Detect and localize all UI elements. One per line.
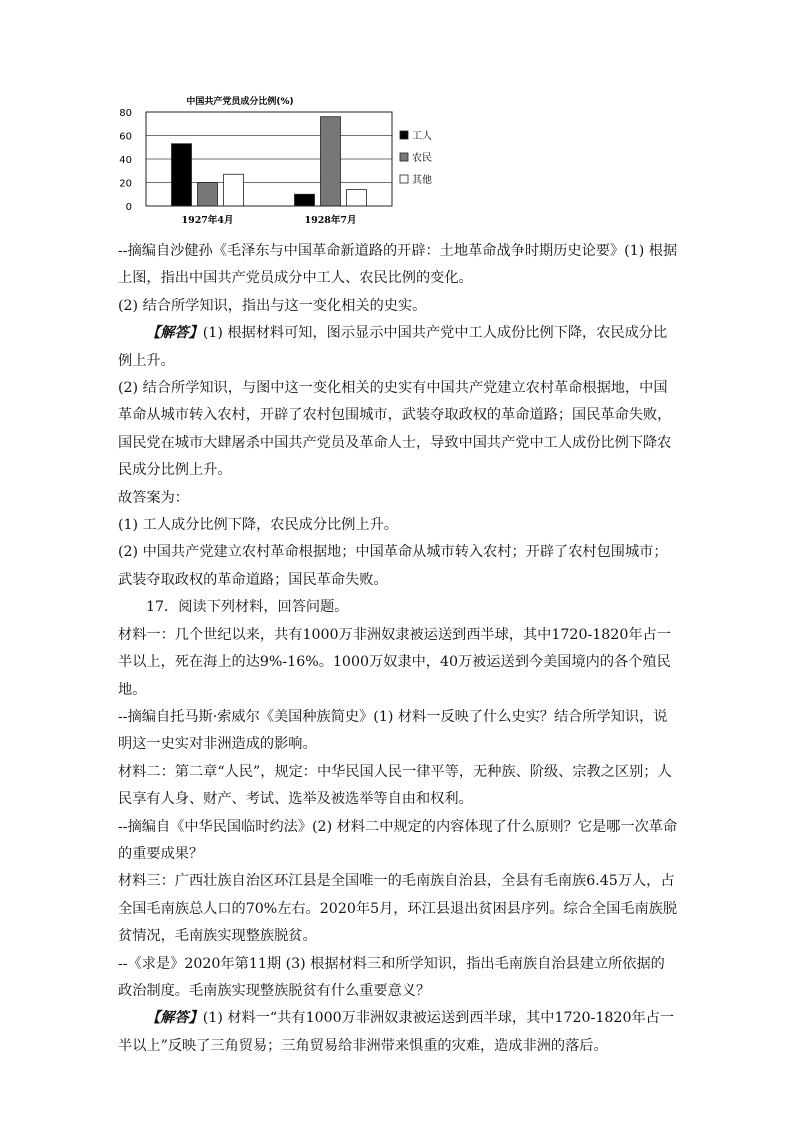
answer-tag: 【解答】: [146, 325, 203, 342]
document-body: [118, 238, 678, 1060]
bar-0-0: [172, 144, 192, 206]
y-tick-label-0: 0: [125, 202, 132, 213]
y-tick-label-4: 80: [119, 108, 132, 119]
legend-swatch-0: [400, 131, 408, 139]
legend-swatch-2: [400, 175, 408, 183]
question-2: (2) 结合所学知识，指出与这一变化相关的史实。: [118, 297, 427, 314]
x-tick-label-1: 1928年7月: [304, 215, 357, 226]
bar-1-1: [321, 117, 341, 206]
x-tick-label-0: 1927年4月: [181, 215, 234, 226]
material-2-source: --摘编自《中华民国临时约法》(2) 材料二中规定的内容体现了什么原则？它是哪一次革命的重要成果？: [118, 818, 678, 862]
answer-paragraph-3: [118, 1005, 678, 1060]
bar-2-0: [224, 174, 244, 206]
bar-1-0: [198, 183, 218, 207]
answer-paragraph-1: [118, 320, 678, 375]
answer-item-1: (1) 工人成分比例下降，农民成分比例上升。: [118, 517, 398, 534]
material-2: 材料二：第二章“人民”，规定：中华民国人民一律平等，无种族、阶级、宗教之区别；人民享有人身、财产、考试、选举及被选举等自由和权利。: [118, 763, 672, 808]
bar-2-1: [347, 190, 367, 206]
y-tick-label-2: 40: [119, 155, 132, 166]
answer-tag-2: 【解答】: [146, 1010, 203, 1027]
legend-label-1: 农民: [412, 153, 432, 164]
chart-title: 中国共产党员成分比例(%): [186, 97, 294, 107]
legend-label-2: 其他: [412, 175, 432, 186]
party-composition-chart: [110, 92, 450, 232]
question-17-heading: 17．阅读下列材料，回答问题。: [146, 599, 349, 616]
material-3: 材料三：广西壮族自治区环江县是全国唯一的毛南族自治县，全县有毛南族6.45万人，占全国毛南族总人口的70%左右。2020年5月，环江县退出贫困县序列。综合全国毛南族脱贫情况，毛南族实现整族脱贫。: [118, 873, 678, 945]
material-1: 材料一：几个世纪以来，共有1000万非洲奴隶被运送到西半球，其中1720-1820年占一半以上，死在海上的达9%-16%。1000万奴隶中，40万被运送到今美国境内的各个殖民地。: [118, 626, 671, 698]
chart-legend: [400, 129, 432, 186]
answer-text-1: (1) 根据材料可知，图示显示中国共产党中工人成份比例下降，农民成分比例上升。: [118, 325, 668, 369]
y-tick-label-1: 20: [119, 178, 132, 190]
chart-svg: [110, 92, 450, 232]
material-1-source: --摘编自托马斯·索威尔《美国种族简史》(1) 材料一反映了什么史实？结合所学知识，说明这一史实对非洲造成的影响。: [118, 708, 668, 753]
chart-bars: [172, 117, 367, 206]
chart-axes: [119, 108, 392, 226]
bar-0-1: [295, 194, 315, 206]
material-3-source: --《求是》2020年第11期 (3) 根据材料三和所学知识，指出毛南族自治县建立所依据的政治制度。毛南族实现整族脱贫有什么重要意义？: [118, 955, 665, 999]
legend-label-0: 工人: [412, 131, 432, 142]
source-question-1: --摘编自沙健孙《毛泽东与中国革命新道路的开辟：土地革命战争时期历史论要》(1) 根据上图，指出中国共产党员成分中工人、农民比例的变化。: [118, 243, 678, 287]
answer-text-3: (1) 材料一“共有1000万非洲奴隶被运送到西半球，其中1720-1820年占一半以上”反映了三角贸易；三角贸易给非洲带来惧重的灾难，造成非洲的落后。: [118, 1010, 675, 1054]
answer-item-2: (2) 中国共产党建立农村革命根据地；中国革命从城市转入农村；开辟了农村包围城市；武装夺取政权的革命道路；国民革命失败。: [118, 544, 668, 588]
answer-label: 故答案为：: [118, 489, 189, 506]
y-tick-label-3: 60: [119, 131, 132, 143]
answer-paragraph-2: (2) 结合所学知识，与图中这一变化相关的史实有中国共产党建立农村革命根据地，中国革命从城市转入农村，开辟了农村包围城市，武装夺取政权的革命道路；国民革命失败，国民党在城市大肆屠杀中国共产党员及革命人士，导致中国共产党中工人成份比例下降农民成分比例上升。: [118, 380, 672, 479]
legend-swatch-1: [400, 153, 408, 161]
